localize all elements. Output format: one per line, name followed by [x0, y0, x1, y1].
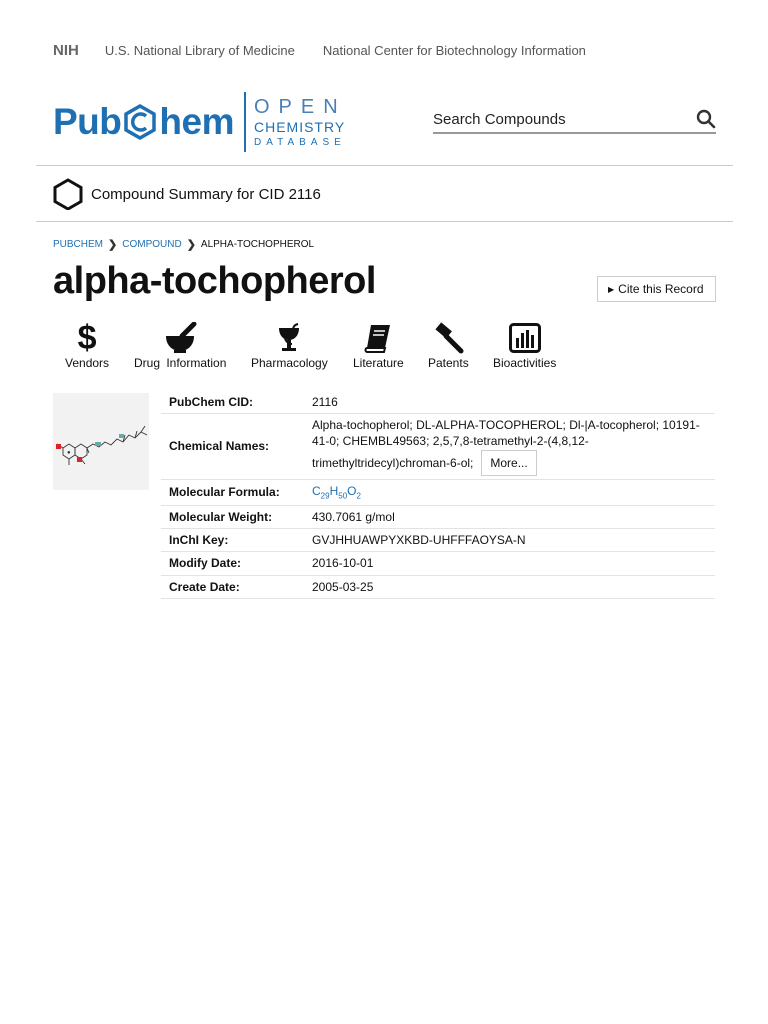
nav-drug-label: Drug Information [134, 356, 227, 370]
logo-chemistry: CHEMISTRY [253, 118, 346, 135]
logo-hem-text: hem [159, 101, 234, 142]
breadcrumb-current: ALPHA-TOCHOPHEROL [200, 239, 315, 250]
create-date-value: 2005-03-25 [304, 575, 715, 598]
chevron-right-icon: ❯ [186, 239, 196, 251]
svg-text:●: ● [67, 450, 71, 456]
compound-properties-table [161, 391, 715, 599]
bar-chart-icon [509, 322, 541, 354]
nav-vendors-label: Vendors [65, 356, 110, 370]
gavel-icon [431, 322, 465, 354]
nav-literature[interactable] [353, 322, 404, 370]
search-bar [433, 106, 716, 134]
table-row [161, 552, 715, 575]
table-row [161, 529, 715, 552]
summary-divider [36, 221, 733, 222]
formula-cell [304, 479, 715, 505]
bowl-of-hygieia-icon [274, 322, 304, 354]
logo-open: OPEN [253, 95, 347, 118]
weight-label: Molecular Weight: [161, 505, 304, 528]
mortar-pestle-icon [162, 322, 198, 354]
header-divider [36, 165, 733, 166]
open-chemistry-database [254, 97, 347, 148]
pubchem-wordmark [53, 101, 234, 143]
nav-pharmacology-label: Pharmacology [251, 356, 328, 370]
section-nav [0, 319, 768, 372]
breadcrumb-pubchem[interactable]: PUBCHEM [53, 239, 104, 250]
weight-value: 430.7061 g/mol [304, 505, 715, 528]
caret-right-icon: ▶ [608, 284, 615, 294]
search-input[interactable] [433, 111, 673, 128]
inchi-label: InChI Key: [161, 529, 304, 552]
chemical-names-label: Chemical Names: [161, 414, 304, 480]
formula-label: Molecular Formula: [161, 479, 304, 505]
cid-label: PubChem CID: [161, 391, 304, 414]
nav-patents[interactable] [428, 322, 469, 370]
chemical-names-value: Alpha-tochopherol; DL-ALPHA-TOCOPHEROL; Dl-|A-tocopherol; 10191-41-0; CHEMBL49563; 2,5,7,8-tetramethyl-2-(4,8,12-trimethyltridecyl)chroman-6-ol; [312, 418, 700, 470]
table-row [161, 505, 715, 528]
formula-o-count: 2 [356, 491, 361, 501]
logo-pub-text: Pub [53, 101, 122, 142]
nav-bioactivities-label: Bioactivities [493, 356, 557, 370]
inchi-value: GVJHHUAWPYXKBD-UHFFFAOYSA-N [304, 529, 715, 552]
formula-o: O [347, 483, 357, 498]
table-row [161, 479, 715, 505]
formula-c-count: 29 [320, 491, 330, 501]
book-icon [363, 322, 393, 354]
chevron-right-icon: ❯ [108, 239, 118, 251]
more-names-button[interactable]: More... [481, 450, 536, 476]
create-date-label: Create Date: [161, 575, 304, 598]
compound-summary-label: Compound Summary for CID 2116 [91, 185, 321, 203]
table-row [161, 391, 715, 414]
ncbi-link[interactable]: National Center for Biotechnology Information [322, 43, 586, 58]
logo-database: DATABASE [253, 136, 346, 148]
compound-summary-bar [53, 178, 321, 210]
modify-date-value: 2016-10-01 [304, 552, 715, 575]
nav-bioactivities[interactable] [493, 322, 556, 370]
cite-record-button[interactable] [597, 276, 716, 302]
formula-h-count: 50 [338, 491, 348, 501]
nlm-link[interactable]: U.S. National Library of Medicine [104, 43, 295, 58]
nav-drug-information[interactable] [134, 322, 226, 370]
molecule-structure-image [53, 393, 149, 490]
nav-patents-label: Patents [428, 356, 469, 370]
nav-pharmacology[interactable] [251, 322, 328, 370]
modify-date-label: Modify Date: [161, 552, 304, 575]
search-icon[interactable] [696, 109, 716, 129]
nav-vendors[interactable] [65, 319, 110, 370]
nih-link[interactable]: NIH [53, 42, 79, 59]
page-title: alpha-tochopherol [53, 260, 376, 302]
benzene-ring-icon [122, 103, 158, 141]
molecular-formula-link[interactable] [312, 483, 361, 501]
formula-c: C [312, 483, 321, 498]
cite-record-label: Cite this Record [618, 282, 704, 296]
table-row [161, 575, 715, 598]
structure-thumbnail[interactable] [53, 393, 149, 490]
breadcrumb [53, 238, 314, 251]
chemical-names-cell [304, 414, 715, 480]
hexagon-icon [53, 178, 83, 210]
dollar-icon: $ [77, 319, 97, 357]
table-row [161, 414, 715, 480]
nih-topbar [53, 42, 614, 59]
breadcrumb-compound[interactable]: COMPOUND [122, 239, 182, 250]
pubchem-logo[interactable] [53, 92, 347, 152]
logo-divider [244, 92, 246, 152]
nav-literature-label: Literature [353, 356, 404, 370]
cid-value: 2116 [304, 391, 715, 414]
formula-h: H [329, 483, 339, 498]
